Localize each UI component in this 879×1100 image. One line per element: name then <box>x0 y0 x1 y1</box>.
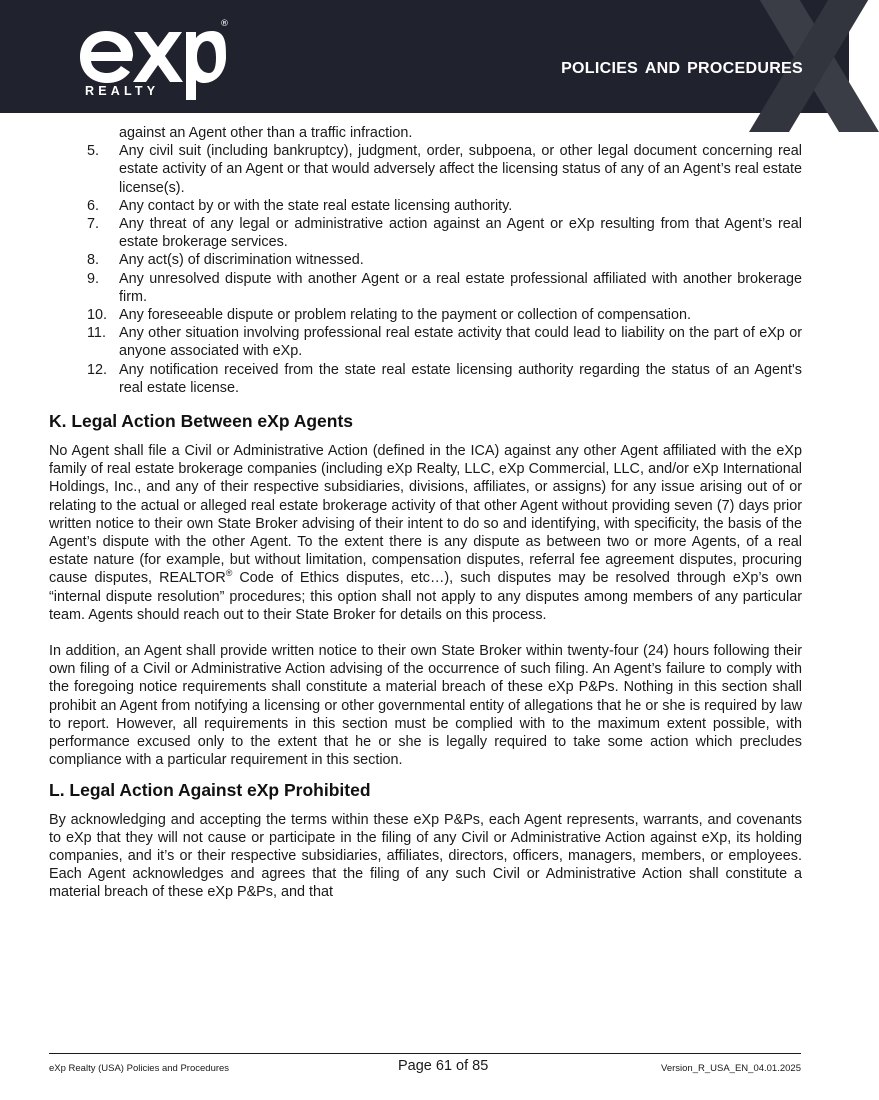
section-k-paragraph-1 <box>49 442 802 624</box>
list-item-continuation: against an Agent other than a traffic infraction. <box>119 125 413 141</box>
list-item-text: Any notification received from the state real estate licensing authority regarding the status of an Agent's real estate license. <box>119 361 802 396</box>
list-item <box>49 270 802 306</box>
footer-page-number: Page 61 of 85 <box>398 1058 489 1074</box>
list-item-number: 7. <box>87 216 100 233</box>
exp-realty-logo <box>76 14 229 100</box>
list-item-text: Any contact by or with the state real estate licensing authority. <box>119 197 513 214</box>
list-item-number: 11. <box>87 325 106 342</box>
list-item <box>49 306 802 324</box>
document-title: policies and procedures <box>561 52 803 78</box>
section-l-heading: L. Legal Action Against eXp Prohibited <box>49 779 371 800</box>
list-item-number: 9. <box>87 270 100 287</box>
list-item-text: Any civil suit (including bankruptcy), judgment, order, subpoena, or other legal document concerning real estate activity of an Agent or that would adversely affect the licensing status of any of an Agent’s real estate license(s). <box>119 143 802 196</box>
list-item <box>49 251 802 269</box>
list-item-text: Any act(s) of discrimination witnessed. <box>119 252 364 269</box>
list-item-number: 10. <box>87 307 108 324</box>
list-item <box>49 215 802 251</box>
registered-mark: ® <box>220 19 229 29</box>
section-k-paragraph-1-text: No Agent shall file a Civil or Administrative Action (defined in the ICA) against any other Agent affiliated with the eXp family of real estate brokerage companies (including eXp Realty, LLC, eXp Commercial, LLC, and/or eXp International Holdings, Inc., and any of their respective subsidiaries, divisions, affiliates, or assigns) for any issue arising out of or relating to the actual or alleged real estate brokerage activity of that other Agent without providing seven (7) days prior written notice to their own State Broker advising of their intent to do so and identifying, with specificity, the basis of the Agent’s dispute with the other Agent. To the extent there is any dispute as between two or more Agents, of a real estate nature (for example, but without limitation, compensation disputes, referral fee agreement disputes, procuring cause disputes, REALTOR <box>49 443 802 587</box>
list-item <box>49 361 802 397</box>
list-item-text: Any threat of any legal or administrative action against an Agent or eXp resulting from that Agent’s real estate brokerage services. <box>119 216 802 251</box>
list-item-number: 5. <box>87 143 100 160</box>
notification-list <box>49 124 802 397</box>
list-item <box>49 324 802 360</box>
section-l-paragraph-1: By acknowledging and accepting the terms within these eXp P&Ps, each Agent represents, warrants, and covenants to eXp that they will not cause or participate in the filing of any Civil or Administrative Action against eXp, its holding companies, and it’s or their respective subsidiaries, affiliates, directors, officers, managers, members, or employees. Each Agent acknowledges and agrees that the filing of any such Civil or Administrative Action shall constitute a material breach of these eXp P&Ps, and that <box>49 811 802 901</box>
section-k-paragraph-2: In addition, an Agent shall provide written notice to their own State Broker within twenty-four (24) hours following their own filing of a Civil or Administrative Action advising of the occurrence of such filing. An Agent’s failure to comply with the foregoing notice requirements shall constitute a material breach of these eXp P&Ps. Nothing in this section shall prohibit an Agent from notifying a licensing or other governmental entity of allegations that he or she is required by law to report. However, all requirements in this section must be complied with to the maximum extent possible, with performance excused only to the extent that he or she is legally required to take some action which precludes compliance with a particular requirement in this section. <box>49 643 802 769</box>
page-header <box>0 0 849 113</box>
list-item-number: 8. <box>87 252 100 269</box>
list-item-number: 6. <box>87 197 100 214</box>
list-item-text: Any other situation involving professional real estate activity that could lead to liability on the part of eXp or anyone associated with eXp. <box>119 325 802 360</box>
list-item-text: Any foreseeable dispute or problem relating to the payment or collection of compensation. <box>119 307 691 324</box>
list-item-text: Any unresolved dispute with another Agent or a real estate professional affiliated with another brokerage firm. <box>119 270 802 305</box>
list-item <box>49 197 802 215</box>
section-k-heading: K. Legal Action Between eXp Agents <box>49 411 354 432</box>
footer-version: Version_R_USA_EN_04.01.2025 <box>661 1063 801 1074</box>
page-content <box>49 124 802 902</box>
section-k-paragraph-1-text-cont: Code of Ethics disputes, etc…), such disputes may be resolved through eXp’s own “internal dispute resolution” procedures; this option shall not apply to any disputes among members of any particular team. Agents should reach out to their State Broker for details on this process. <box>49 570 803 623</box>
page-footer <box>49 1053 801 1078</box>
registered-mark: ® <box>225 568 233 579</box>
logo-subtext: REALTY <box>85 84 160 98</box>
list-item <box>49 142 802 197</box>
footer-document-name: eXp Realty (USA) Policies and Procedures <box>49 1063 230 1074</box>
list-item-number: 12. <box>87 361 108 378</box>
